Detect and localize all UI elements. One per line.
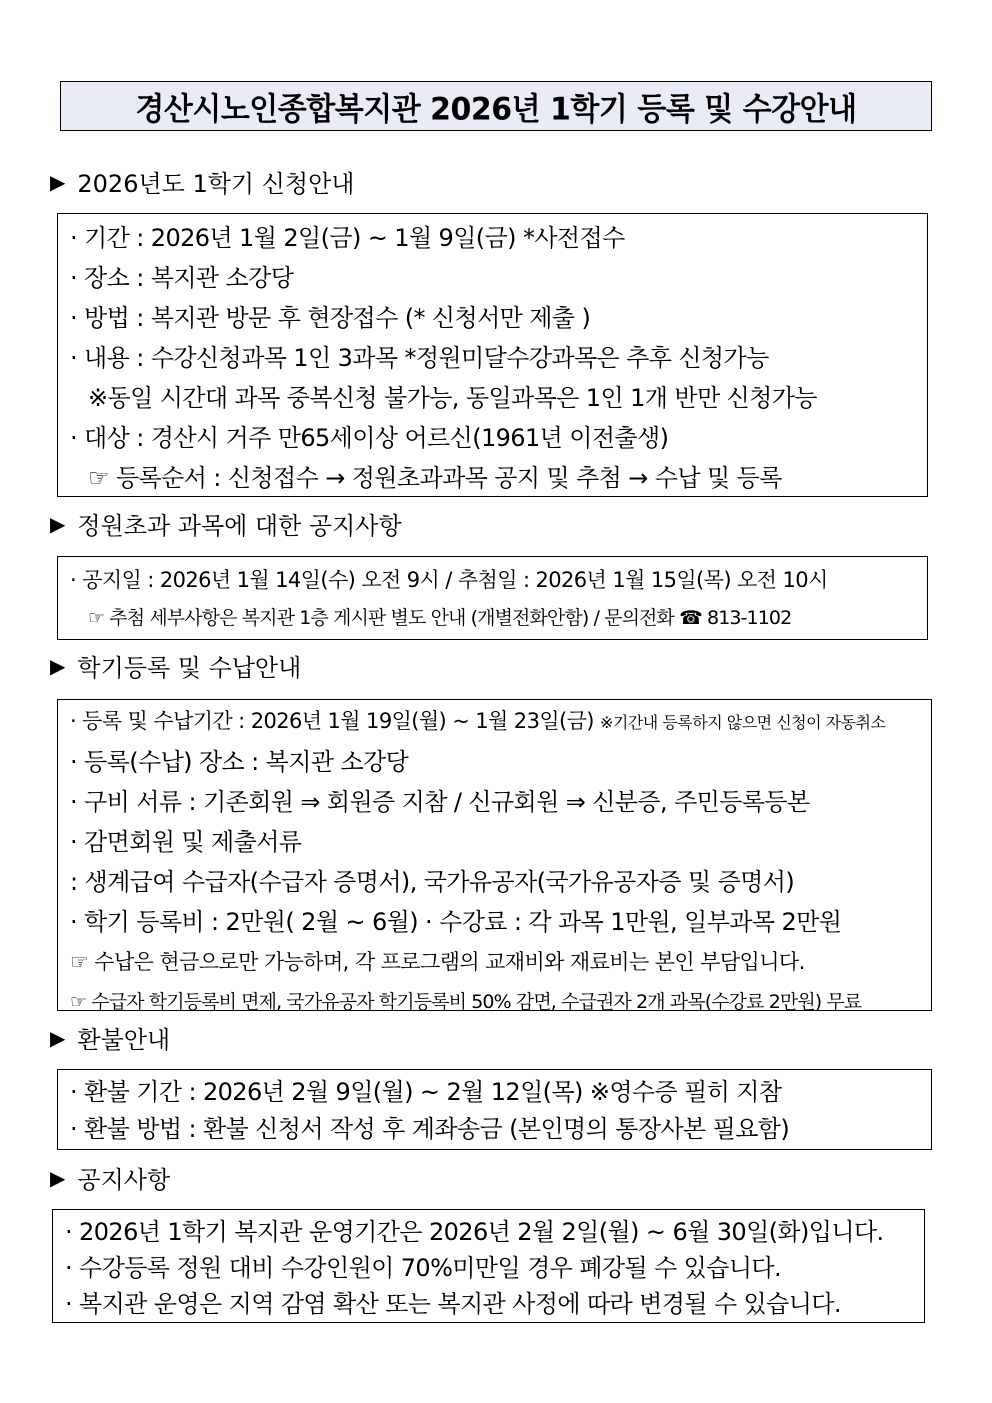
info-line: · 장소 : 복지관 소강당 [70,264,294,292]
info-line: : 생계급여 수급자(수급자 증명서), 국가유공자(국가유공자증 및 증명서) [70,868,795,896]
info-line: · 감면회원 및 제출서류 [70,828,302,856]
section-box-lottery [57,556,928,640]
info-note: ☞ 등록순서 : 신청접수 → 정원초과과목 공지 및 추첨 → 수납 및 등록 [88,464,782,492]
page-title: 경산시노인종합복지관 2026년 1학기 등록 및 수강안내 [135,91,857,129]
triangle-icon: ▶ [50,169,66,194]
section-box-refund [57,1069,932,1150]
section-heading-application: ▶ 2026년도 1학기 신청안내 [50,169,355,198]
section-heading-lottery: ▶ 정원초과 과목에 대한 공지사항 [50,511,402,540]
triangle-icon: ▶ [50,653,66,678]
info-line: · 공지일 : 2026년 1월 14일(수) 오전 9시 / 추첨일 : 2026년 1월 15일(목) 오전 10시 [70,568,828,592]
info-note: ☞ 수납은 현금으로만 가능하며, 각 프로그램의 교재비와 재료비는 본인 부담입니다. [70,950,805,974]
section-heading-refund: ▶ 환불안내 [50,1025,171,1054]
info-line: · 내용 : 수강신청과목 1인 3과목 *정원미달수강과목은 추후 신청가능 [70,344,769,372]
info-line: · 방법 : 복지관 방문 후 현장접수 (* 신청서만 제출 ) [70,304,591,332]
info-line: · 환불 기간 : 2026년 2월 9일(월) ~ 2월 12일(목) ※영수증 필히 지참 [70,1078,782,1106]
info-note: ☞ 수급자 학기등록비 면제, 국가유공자 학기등록비 50% 감면, 수급권자 2개 과목(수강료 2만원) 무료 [70,991,862,1013]
section-heading-notice: ▶ 공지사항 [50,1165,171,1194]
notice-line: · 복지관 운영은 지역 감염 확산 또는 복지관 사정에 따라 변경될 수 있습니다. [65,1290,841,1318]
info-line: · 환불 방법 : 환불 신청서 작성 후 계좌송금 (본인명의 통장사본 필요함) [70,1115,790,1143]
info-line: · 등록(수납) 장소 : 복지관 소강당 [70,748,409,776]
auto-cancel-note: ※기간내 등록하지 않으면 신청이 자동취소 [599,713,886,732]
info-line: · 기간 : 2026년 1월 2일(금) ~ 1월 9일(금) *사전접수 [70,224,625,252]
info-line: · 등록 및 수납기간 : 2026년 1월 19일(월) ~ 1월 23일(금) ※기간내 등록하지 않으면 신청이 자동취소 [70,709,886,733]
info-line: · 학기 등록비 : 2만원( 2월 ~ 6월) · 수강료 : 각 과목 1만원, 일부과목 2만원 [70,908,842,936]
info-line: · 대상 : 경산시 거주 만65세이상 어르신(1961년 이전출생) [70,424,669,452]
notice-line: · 2026년 1학기 복지관 운영기간은 2026년 2월 2일(월) ~ 6월 30일(화)입니다. [65,1218,884,1246]
notice-line: · 수강등록 정원 대비 수강인원이 70%미만일 경우 폐강될 수 있습니다. [65,1254,782,1282]
triangle-icon: ▶ [50,1025,66,1050]
section-heading-registration: ▶ 학기등록 및 수납안내 [50,653,302,682]
info-line: · 구비 서류 : 기존회원 ⇒ 회원증 지참 / 신규회원 ⇒ 신분증, 주민등록등본 [70,788,810,816]
info-note: ※동일 시간대 과목 중복신청 불가능, 동일과목은 1인 1개 반만 신청가능 [88,384,817,412]
triangle-icon: ▶ [50,511,66,536]
triangle-icon: ▶ [50,1165,66,1190]
section-box-application [57,213,928,497]
info-note: ☞ 추첨 세부사항은 복지관 1층 게시판 별도 안내 (개별전화안함) / 문의전화 ☎ 813-1102 [88,607,792,629]
section-box-notice [52,1209,925,1323]
title-box [60,81,932,131]
section-box-registration [57,699,932,1011]
